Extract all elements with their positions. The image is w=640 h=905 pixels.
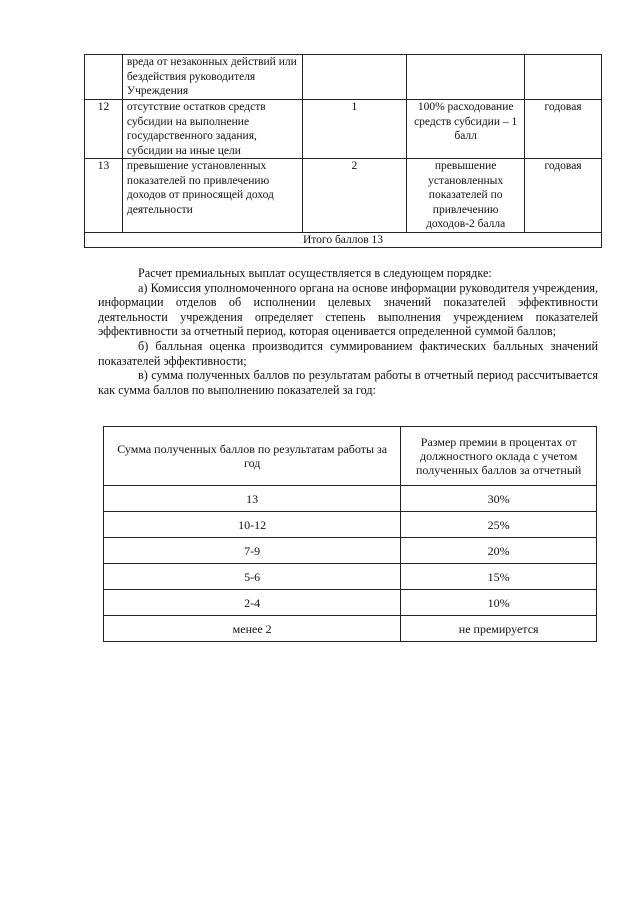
indicator-period: годовая	[525, 100, 602, 159]
indicator-criteria	[407, 55, 525, 100]
indicator-text: превышение установленных показателей по привлечению доходов от приносящей доход деятельности	[122, 159, 302, 233]
indicator-period	[525, 55, 602, 100]
row-number	[85, 55, 123, 100]
table-header	[104, 427, 597, 486]
bonus-percent: 10%	[401, 590, 597, 616]
header-bonus: Размер премии в процентах от должностного оклада с учетом полученных баллов за отчетный	[401, 427, 597, 486]
table-row	[85, 100, 602, 159]
points-range: 10-12	[104, 512, 401, 538]
indicator-text: вреда от незаконных действий или бездействия руководителя Учреждения	[122, 55, 302, 100]
item-c-paragraph: в) сумма полученных баллов по результатам работы в отчетный период рассчитывается как сумма баллов по выполнению показателей за год:	[98, 368, 598, 397]
total-row	[85, 232, 602, 248]
row-number: 12	[85, 100, 123, 159]
table-row	[104, 486, 597, 512]
indicator-points	[302, 55, 407, 100]
bonus-percent: не премируется	[401, 616, 597, 642]
intro-paragraph: Расчет премиальных выплат осуществляется в следующем порядке:	[138, 266, 492, 280]
indicator-text: отсутствие остатков средств субсидии на выполнение государственного задания, субсидии на иные цели	[122, 100, 302, 159]
row-number: 13	[85, 159, 123, 233]
table-row	[104, 538, 597, 564]
item-b-paragraph: б) балльная оценка производится суммированием фактических балльных значений показателей эффективности;	[98, 338, 598, 368]
item-a-paragraph: а) Комиссия уполномоченного органа на основе информации руководителя учреждения, информации отделов об исполнении целевых значений показателей эффективности деятельности учреждения определяет степень выполнения учреждением показателей эффективности за отчетный период, которая оценивается определенной суммой баллов;	[98, 280, 598, 339]
table-row	[104, 616, 597, 642]
indicator-period: годовая	[525, 159, 602, 233]
points-range: 2-4	[104, 590, 401, 616]
indicator-criteria: 100% расходование средств субсидии – 1 балл	[407, 100, 525, 159]
points-range: 13	[104, 486, 401, 512]
indicator-criteria: превышение установленных показателей по привлечению доходов-2 балла	[407, 159, 525, 233]
points-range: 7-9	[104, 538, 401, 564]
table-row	[85, 159, 602, 233]
table-row	[104, 512, 597, 538]
bonus-percent: 30%	[401, 486, 597, 512]
bonus-percent: 15%	[401, 564, 597, 590]
points-range: 5-6	[104, 564, 401, 590]
table-row	[104, 590, 597, 616]
bonus-table	[103, 426, 597, 642]
total-points: Итого баллов 13	[85, 232, 602, 248]
header-points: Сумма полученных баллов по результатам работы за год	[104, 427, 401, 486]
table-row	[104, 564, 597, 590]
indicators-table	[84, 54, 602, 248]
points-range: менее 2	[104, 616, 401, 642]
indicator-points: 1	[302, 100, 407, 159]
body-text	[98, 266, 598, 397]
bonus-percent: 20%	[401, 538, 597, 564]
indicator-points: 2	[302, 159, 407, 233]
table-row	[85, 55, 602, 100]
bonus-percent: 25%	[401, 512, 597, 538]
